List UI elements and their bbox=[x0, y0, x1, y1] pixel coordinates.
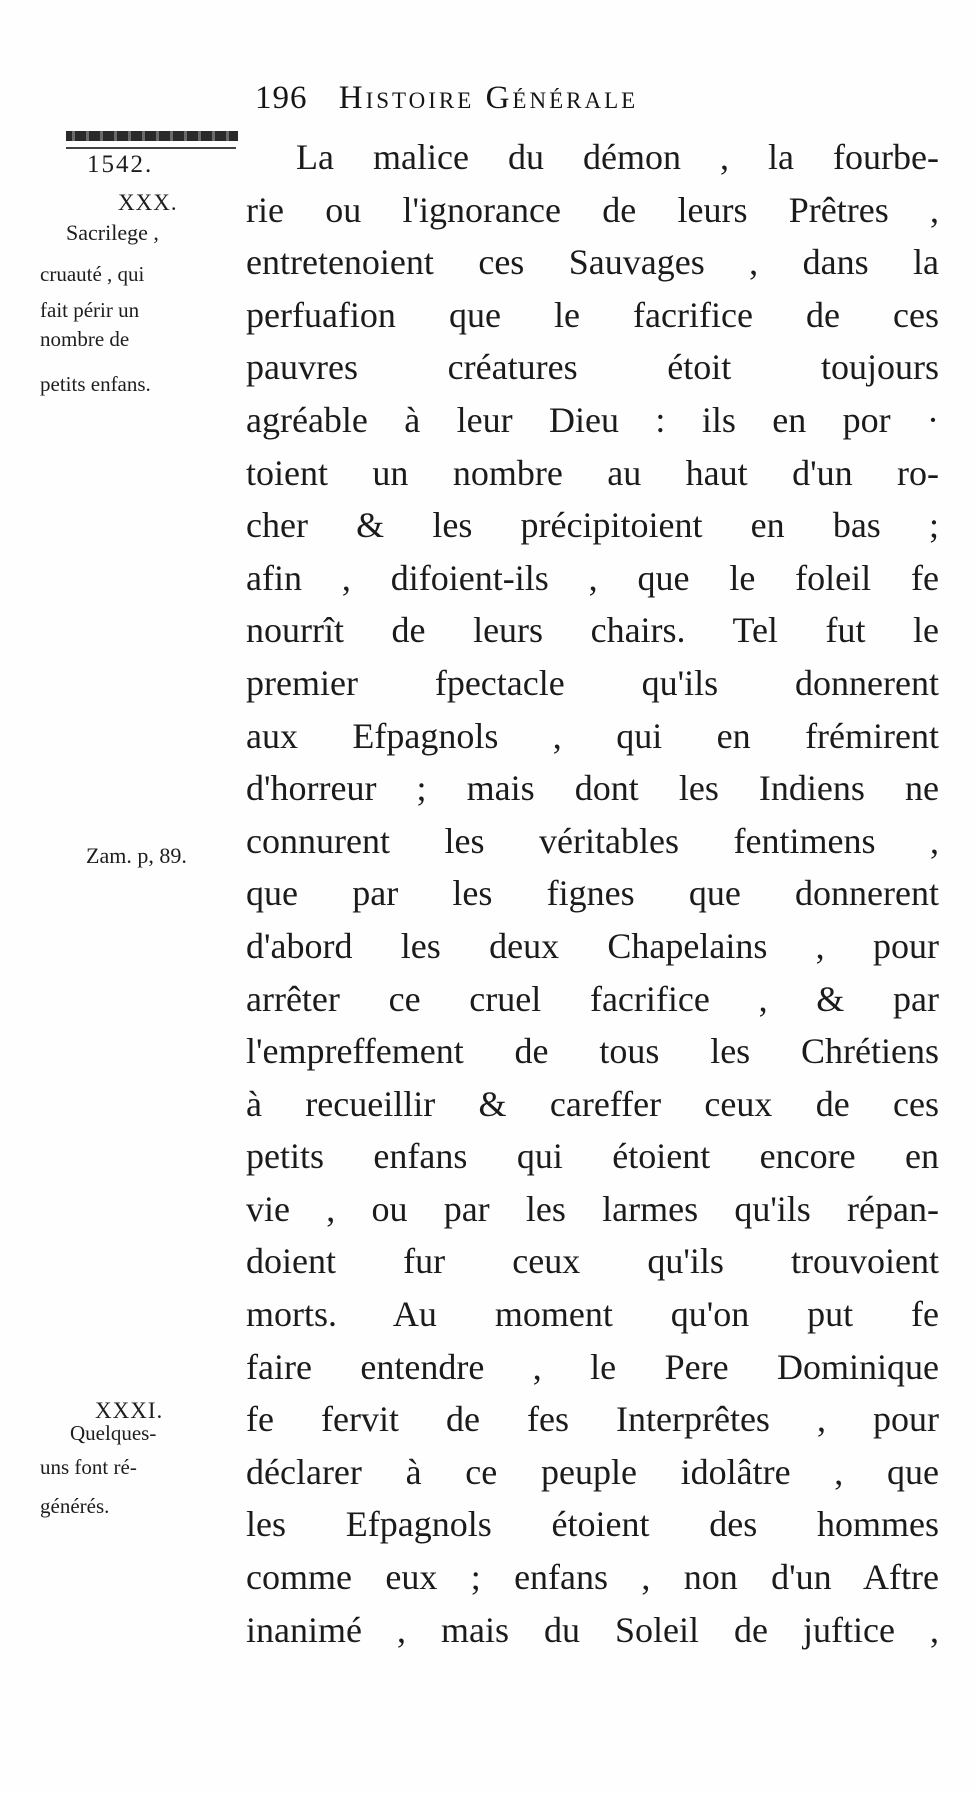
text-line: arrêter ce cruel facrifice , & par bbox=[246, 978, 939, 1019]
text-line: les Efpagnols étoient des hommes bbox=[246, 1504, 939, 1545]
text-line: toient un nombre au haut d'un ro- bbox=[246, 452, 939, 493]
margin-reference: Zam. p, 89. bbox=[86, 843, 187, 868]
text-line: d'abord les deux Chapelains , pour bbox=[246, 925, 939, 966]
text-line: petits enfans qui étoient encore en bbox=[246, 1136, 939, 1177]
text-line: inanimé , mais du Soleil de juftice , bbox=[246, 1609, 939, 1650]
text-line: déclarer à ce peuple idolâtre , que bbox=[246, 1451, 939, 1492]
text-line: doient fur ceux qu'ils trouvoient bbox=[246, 1241, 939, 1282]
margin-note-line: cruauté , qui bbox=[40, 262, 145, 286]
text-line: afin , difoient-ils , que le foleil fe bbox=[246, 557, 939, 598]
text-line: connurent les véritables fentimens , bbox=[246, 820, 939, 861]
text-line: entretenoient ces Sauvages , dans la bbox=[246, 242, 939, 283]
text-line: faire entendre , le Pere Dominique bbox=[246, 1346, 939, 1387]
text-line: pauvres créatures étoit toujours bbox=[246, 347, 939, 388]
margin-note-line: nombre de bbox=[40, 327, 130, 351]
text-line: cher & les précipitoient en bas ; bbox=[246, 505, 939, 546]
margin-note-line: uns font ré- bbox=[40, 1455, 137, 1479]
text-line: à recueillir & careffer ceux de ces bbox=[246, 1083, 939, 1124]
text-line: l'empreffement de tous les Chrétiens bbox=[246, 1031, 939, 1072]
text-line: nourrît de leurs chairs. Tel fut le bbox=[246, 610, 939, 651]
margin-section-number: XXX. bbox=[118, 190, 178, 215]
text-line: aux Efpagnols , qui en frémirent bbox=[246, 715, 939, 756]
margin-note-line: petits enfans. bbox=[40, 372, 151, 396]
running-title: Histoire Générale bbox=[338, 80, 639, 116]
running-head bbox=[255, 78, 935, 118]
margin-note-line: Quelques- bbox=[70, 1421, 157, 1445]
text-line: premier fpectacle qu'ils donnerent bbox=[246, 662, 939, 703]
text-line: comme eux ; enfans , non d'un Aftre bbox=[246, 1557, 939, 1598]
margin-note-line: fait périr un bbox=[40, 298, 140, 322]
text-line: fe fervit de fes Interprêtes , pour bbox=[246, 1399, 939, 1440]
text-line: vie , ou par les larmes qu'ils répan- bbox=[246, 1188, 939, 1229]
ornament-rule-thin bbox=[66, 147, 236, 149]
text-line: perfuafion que le facrifice de ces bbox=[246, 294, 939, 335]
margin-year: 1542. bbox=[87, 151, 154, 178]
margin-note-line: Sacrilege , bbox=[66, 220, 159, 245]
margin-note-line: générés. bbox=[40, 1494, 110, 1518]
text-line: agréable à leur Dieu : ils en por · bbox=[246, 399, 939, 440]
text-line: rie ou l'ignorance de leurs Prêtres , bbox=[246, 189, 939, 230]
page-number: 196 bbox=[255, 80, 308, 116]
text-line: morts. Au moment qu'on put fe bbox=[246, 1294, 939, 1335]
text-line: que par les fignes que donnerent bbox=[246, 873, 939, 914]
text-line: La malice du démon , la fourbe- bbox=[296, 137, 939, 177]
ornament-rule bbox=[66, 131, 238, 141]
text-line: d'horreur ; mais dont les Indiens ne bbox=[246, 768, 939, 809]
margin-section-number: XXXI. bbox=[95, 1398, 164, 1423]
body-text bbox=[246, 131, 939, 1656]
